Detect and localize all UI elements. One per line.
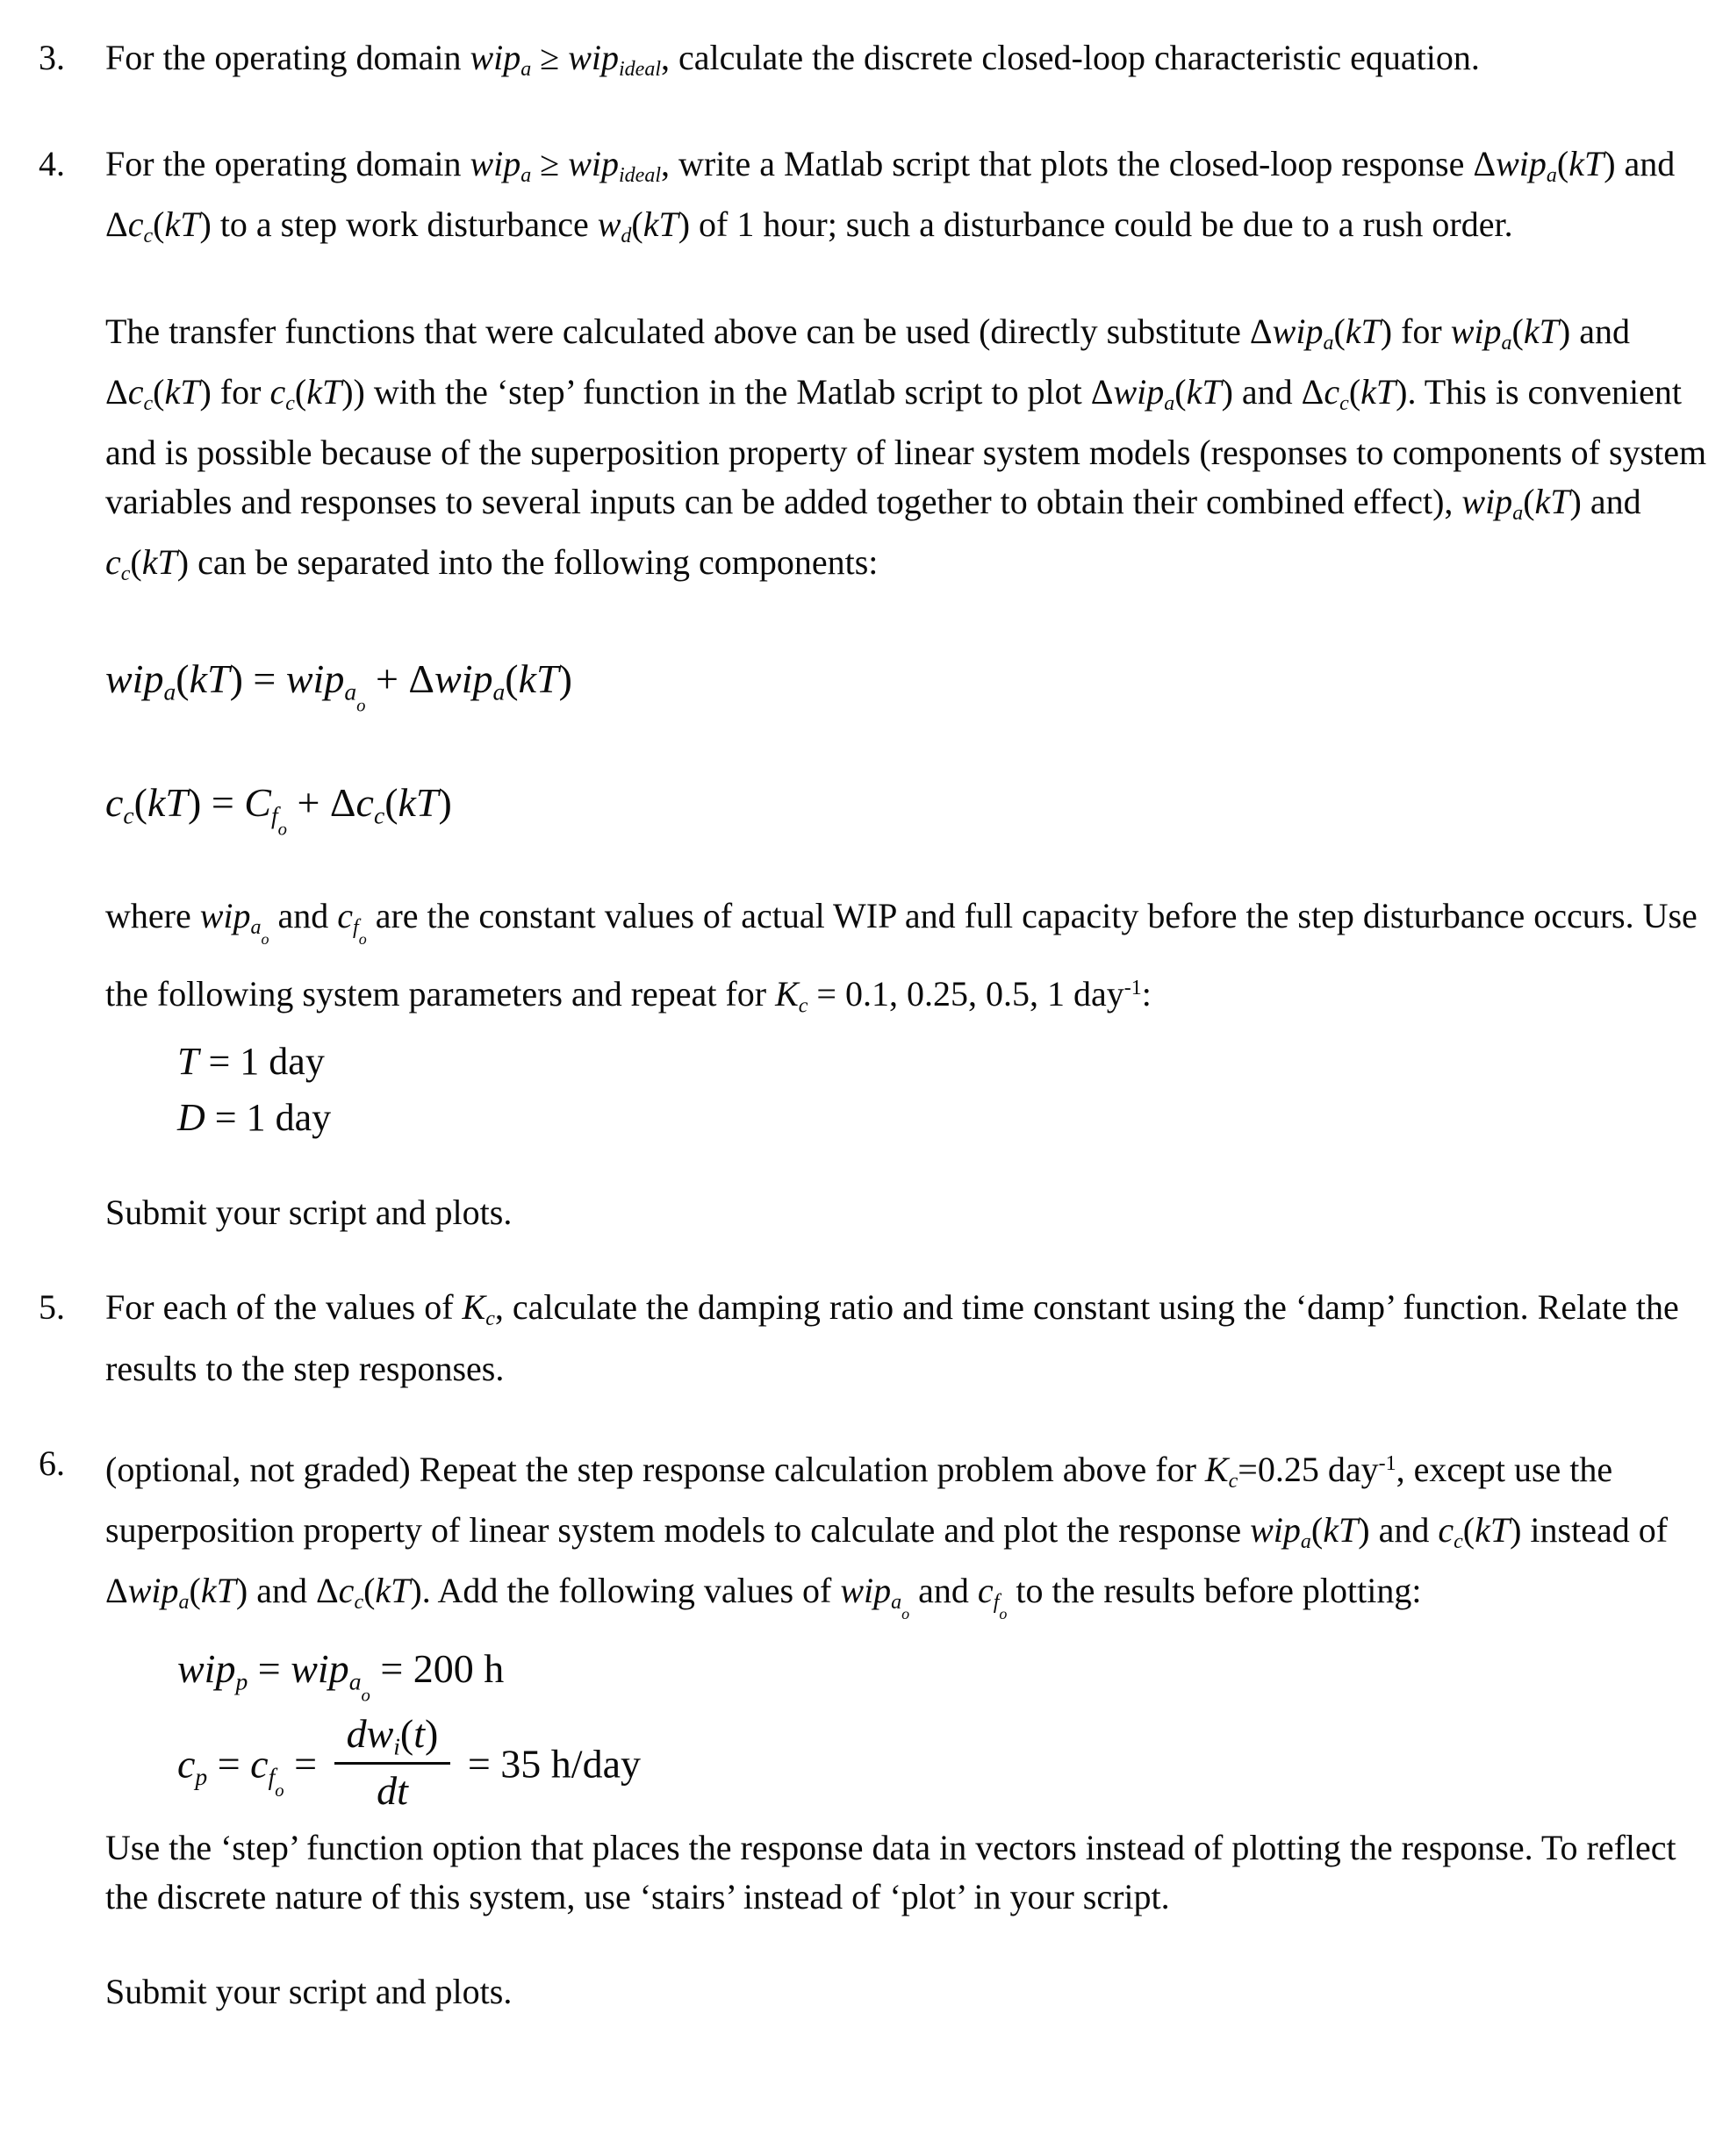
- text-run: and Δ: [1232, 371, 1324, 412]
- text-run: c: [337, 896, 354, 936]
- text-run: wip: [1250, 1510, 1301, 1551]
- text-run: w: [597, 204, 621, 245]
- text-run: ): [558, 656, 572, 702]
- text-run: Submit your script and plots.: [105, 1193, 513, 1233]
- text-run: o: [261, 930, 269, 949]
- text-run: and: [269, 896, 338, 936]
- text-run: =0.25 day: [1238, 1449, 1379, 1489]
- text-run: ): [1604, 144, 1616, 184]
- text-run: i: [393, 1732, 400, 1760]
- text-run: , except use the superposition property of linear system models to calculate and plot the response: [105, 1449, 1613, 1551]
- text-run: wip: [470, 38, 521, 77]
- text-run: wip: [568, 38, 620, 77]
- indented-equation: [177, 1638, 1721, 1713]
- text-run: K: [1204, 1449, 1229, 1489]
- text-run: -1: [1378, 1451, 1396, 1475]
- text-run: o: [901, 1605, 910, 1623]
- text-run: a: [1164, 391, 1175, 415]
- text-run: (: [1310, 1510, 1324, 1551]
- text-run: for: [211, 371, 270, 412]
- text-run: ): [235, 1571, 248, 1611]
- text-run: f: [993, 1591, 1000, 1615]
- paragraph: [105, 307, 1721, 599]
- text-run: a: [348, 1667, 362, 1695]
- blank-line: [39, 846, 1721, 892]
- item-number: 4.: [39, 144, 65, 184]
- text-run: instead of Δ: [105, 1510, 1669, 1611]
- item-number: 5.: [39, 1287, 65, 1328]
- text-run: wip: [177, 1646, 236, 1692]
- text-run: (: [1523, 481, 1535, 521]
- text-run: c: [977, 1571, 994, 1611]
- text-run: to a step work disturbance: [211, 204, 598, 245]
- indented-equation: [177, 1710, 1721, 1823]
- text-run: ): [199, 371, 212, 412]
- blank-line: [39, 598, 1721, 644]
- text-run: = 200 h: [370, 1646, 505, 1692]
- blank-line: [39, 1922, 1721, 1967]
- text-run: ): [199, 204, 212, 245]
- text-run: (: [176, 656, 190, 702]
- text-run: For the operating domain: [105, 38, 470, 77]
- text-run: , calculate the damping ratio and time constant using the ‘damp’ function. Relate the results to the step responses.: [105, 1287, 1679, 1388]
- text-run: , calculate the discrete closed-loop characteristic equation.: [661, 38, 1480, 77]
- text-run: kT: [1523, 311, 1559, 351]
- text-run: a: [163, 677, 176, 706]
- text-run: ideal: [619, 164, 662, 188]
- item-text: [105, 1449, 1669, 1623]
- text-run: p: [235, 1667, 248, 1695]
- text-run: c: [373, 801, 385, 829]
- text-run: ): [1558, 311, 1571, 351]
- text-run: = 0.1, 0.25, 0.5, 1 day: [808, 974, 1124, 1014]
- text-run: (: [153, 371, 165, 412]
- text-run: (: [153, 204, 165, 245]
- parameter-line: [177, 1030, 1721, 1086]
- text-run: ): [1510, 1510, 1522, 1551]
- text-run: wip: [470, 144, 521, 184]
- text-run: wip: [840, 1571, 892, 1611]
- item-text: [105, 1287, 1679, 1387]
- text-run: T: [177, 1040, 199, 1084]
- text-run: kT: [398, 780, 439, 826]
- text-run: and: [1369, 1510, 1439, 1551]
- numbered-item-4: [39, 140, 1721, 261]
- text-run: c: [269, 371, 286, 412]
- text-run: C: [244, 780, 271, 826]
- text-run: wip: [1496, 144, 1547, 184]
- text-run: kT: [200, 1571, 236, 1611]
- text-run: c: [1228, 1470, 1238, 1493]
- text-run: ): [425, 1710, 439, 1756]
- text-run: (: [294, 371, 307, 412]
- text-run: kT: [164, 204, 200, 245]
- text-run: ): [1358, 1510, 1370, 1551]
- blank-line: [39, 1393, 1721, 1439]
- text-run: (: [505, 656, 519, 702]
- text-run: wip: [434, 656, 493, 702]
- text-run: d: [621, 225, 632, 248]
- text-run: =: [248, 1646, 291, 1692]
- paragraph: [105, 1188, 1721, 1237]
- text-run: ≥: [531, 144, 569, 184]
- text-run: kT: [147, 780, 188, 826]
- text-run: The transfer functions that were calculated above can be used (directly substitute Δ: [105, 311, 1273, 351]
- text-run: wip: [291, 1646, 349, 1692]
- text-run: a: [1501, 331, 1512, 355]
- numbered-item-3: [39, 33, 1721, 94]
- text-run: =: [201, 780, 245, 826]
- text-run: of 1 hour; such a disturbance could be due to a rush order.: [690, 204, 1513, 245]
- text-run: a: [1300, 1530, 1311, 1554]
- text-run: (: [384, 780, 398, 826]
- item-number: 3.: [39, 38, 65, 77]
- paragraph: [105, 1967, 1721, 2016]
- text-run: + Δ: [286, 780, 356, 826]
- text-run: a: [178, 1591, 190, 1615]
- text-run: a: [1546, 164, 1557, 188]
- text-run: =: [242, 656, 286, 702]
- text-run: -1: [1123, 977, 1142, 1000]
- text-run: t: [413, 1710, 426, 1756]
- text-run: =: [284, 1741, 327, 1787]
- fraction: [334, 1711, 451, 1815]
- text-run: For each of the values of: [105, 1287, 463, 1328]
- blank-line: [39, 722, 1721, 768]
- text-run: ≥: [531, 38, 569, 77]
- text-run: For the operating domain: [105, 144, 470, 184]
- text-run: (: [130, 542, 142, 583]
- text-run: c: [1339, 391, 1349, 415]
- text-run: and Δ: [248, 1571, 339, 1611]
- text-run: o: [999, 1605, 1008, 1623]
- text-run: wip: [1113, 371, 1165, 412]
- text-run: K: [775, 974, 799, 1014]
- text-run: ): [1221, 371, 1233, 412]
- fraction-denominator: [334, 1762, 451, 1815]
- text-run: (: [1556, 144, 1569, 184]
- text-run: ): [678, 204, 691, 245]
- text-run: Submit your script and plots.: [105, 1971, 513, 2011]
- blank-line: [39, 94, 1721, 140]
- paragraph: [105, 1823, 1721, 1922]
- text-run: a: [520, 164, 532, 188]
- text-run: (optional, not graded) Repeat the step response calculation problem above for: [105, 1449, 1205, 1489]
- text-run: D: [177, 1096, 205, 1140]
- text-run: wip: [105, 656, 164, 702]
- blank-line: [39, 261, 1721, 307]
- text-run: a: [1323, 331, 1334, 355]
- text-run: for: [1392, 311, 1451, 351]
- text-run: (: [1348, 371, 1361, 412]
- text-run: a: [1512, 502, 1524, 526]
- text-run: . This is convenient and is possible because of the superposition property of linear system models (responses to components of system variables and responses to several inputs can be added together to obtain their combined effect),: [105, 371, 1707, 521]
- text-run: and Δ: [105, 311, 1630, 412]
- text-run: c: [798, 994, 808, 1018]
- text-run: ): [1396, 371, 1408, 412]
- text-run: c: [120, 562, 131, 586]
- text-run: c: [285, 391, 295, 415]
- text-run: kT: [164, 371, 200, 412]
- text-run: p: [195, 1762, 208, 1790]
- text-run: c: [177, 1741, 196, 1787]
- text-run: c: [127, 371, 144, 412]
- item-text: [105, 38, 1480, 82]
- display-equation: [105, 644, 1721, 722]
- text-run: o: [361, 1686, 370, 1706]
- text-run: (: [631, 204, 643, 245]
- text-run: c: [123, 801, 134, 829]
- text-run: a: [250, 916, 262, 940]
- text-run: kT: [1323, 1510, 1359, 1551]
- text-run: a: [520, 58, 532, 82]
- text-run: kT: [1186, 371, 1222, 412]
- text-run: to the results before plotting:: [1007, 1571, 1422, 1611]
- text-run: c: [1454, 1530, 1463, 1554]
- fraction-numerator: [334, 1711, 451, 1762]
- document-content: [39, 33, 1721, 2016]
- text-run: c: [105, 780, 124, 826]
- text-run: + Δ: [365, 656, 435, 702]
- text-run: ): [410, 1571, 422, 1611]
- text-run: wip: [285, 656, 345, 702]
- text-run: c: [485, 1307, 495, 1331]
- text-run: wip: [127, 1571, 179, 1611]
- text-run: c: [1324, 371, 1340, 412]
- text-run: kT: [1345, 311, 1381, 351]
- text-run: wip: [1272, 311, 1324, 351]
- paragraph: [105, 892, 1721, 1030]
- text-run: kT: [642, 204, 678, 245]
- text-run: = 1 day: [205, 1096, 332, 1140]
- text-run: kT: [141, 542, 177, 583]
- text-run: kT: [1360, 371, 1396, 412]
- text-run: kT: [375, 1571, 411, 1611]
- text-run: . Add the following values of: [421, 1571, 841, 1611]
- text-run: (: [1174, 371, 1187, 412]
- text-run: , write a Matlab script that plots the closed-loop response Δ: [661, 144, 1497, 184]
- text-run: kT: [189, 656, 230, 702]
- text-run: = 1 day: [198, 1040, 325, 1084]
- text-run: (: [1511, 311, 1524, 351]
- text-run: Use the ‘step’ function option that places the response data in vectors instead of plotting the response. To reflect the discrete nature of this system, use ‘stairs’ instead of ‘plot’ in your script.: [105, 1827, 1676, 1916]
- display-equation: [105, 768, 1721, 846]
- text-run: c: [143, 225, 154, 248]
- text-run: c: [355, 780, 374, 826]
- text-run: c: [105, 542, 121, 583]
- text-run: K: [462, 1287, 486, 1328]
- text-run: ideal: [619, 58, 662, 82]
- numbered-item-6: [39, 1439, 1721, 1638]
- text-run: c: [354, 1591, 364, 1615]
- text-run: f: [270, 801, 278, 829]
- text-run: kT: [518, 656, 559, 702]
- text-run: f: [353, 916, 359, 940]
- text-run: a: [492, 677, 506, 706]
- item-text: [105, 144, 1676, 248]
- text-run: (: [189, 1571, 201, 1611]
- text-run: c: [1438, 1510, 1454, 1551]
- text-run: wip: [1450, 311, 1502, 351]
- text-run: (: [363, 1571, 376, 1611]
- text-run: :: [1141, 974, 1152, 1014]
- text-run: f: [268, 1762, 276, 1790]
- text-run: a: [344, 677, 357, 706]
- text-run: o: [356, 697, 366, 717]
- text-run: dw: [346, 1710, 394, 1756]
- blank-line: [39, 1237, 1721, 1283]
- text-run: a: [891, 1591, 902, 1615]
- text-run: ): [341, 371, 354, 412]
- item-number: 6.: [39, 1443, 65, 1483]
- text-run: wip: [199, 896, 251, 936]
- text-run: are the constant values of actual WIP and full capacity before the step disturbance occurs. Use the following system parameters and repeat for: [105, 896, 1698, 1014]
- text-run: kT: [1475, 1510, 1511, 1551]
- numbered-item-5: [39, 1283, 1721, 1393]
- text-run: (: [399, 1710, 414, 1756]
- text-run: o: [275, 1781, 284, 1801]
- text-run: ): [438, 780, 452, 826]
- text-run: kT: [306, 371, 342, 412]
- text-run: can be separated into the following components:: [189, 542, 879, 583]
- text-run: c: [143, 391, 154, 415]
- text-run: ): [176, 542, 190, 583]
- text-run: wip: [568, 144, 620, 184]
- text-run: ): [229, 656, 243, 702]
- text-run: and: [909, 1571, 978, 1611]
- text-run: wip: [1461, 481, 1513, 521]
- parameter-line: [177, 1086, 1721, 1142]
- text-run: (: [1333, 311, 1346, 351]
- text-run: =: [207, 1741, 251, 1787]
- text-run: = 35 h/day: [457, 1741, 641, 1787]
- text-run: o: [277, 820, 287, 840]
- text-run: ): [1380, 311, 1393, 351]
- text-run: c: [250, 1741, 269, 1787]
- text-run: ) with the ‘step’ function in the Matlab script to plot Δ: [353, 371, 1114, 412]
- text-run: kT: [1534, 481, 1570, 521]
- text-run: and Δ: [105, 144, 1676, 245]
- text-run: ): [1569, 481, 1582, 521]
- text-run: c: [338, 1571, 355, 1611]
- text-run: c: [127, 204, 144, 245]
- text-run: (: [133, 780, 147, 826]
- text-run: and: [1581, 481, 1641, 521]
- text-run: where: [105, 896, 200, 936]
- text-run: dt: [377, 1767, 408, 1813]
- text-run: o: [358, 930, 367, 949]
- text-run: ): [188, 780, 202, 826]
- text-run: (: [1462, 1510, 1475, 1551]
- blank-line: [39, 1142, 1721, 1188]
- text-run: kT: [1568, 144, 1604, 184]
